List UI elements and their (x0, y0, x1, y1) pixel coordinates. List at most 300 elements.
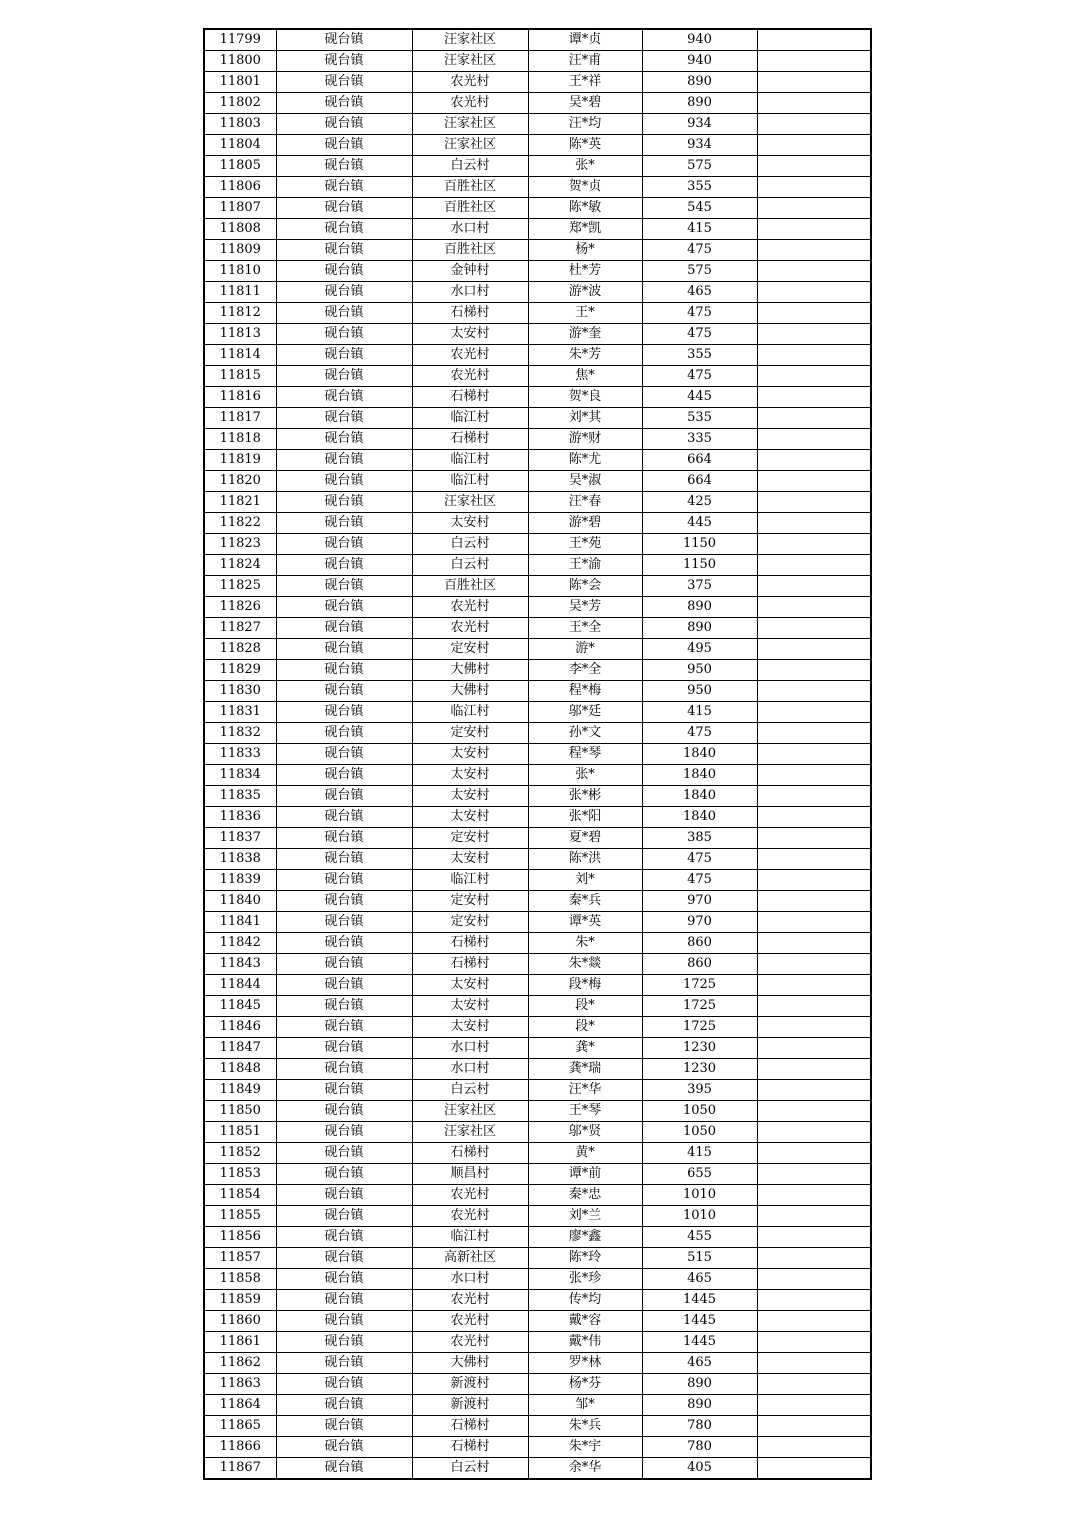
village-cell: 百胜社区 (412, 576, 528, 597)
serial-cell: 11841 (204, 912, 276, 933)
note-cell (757, 198, 871, 219)
table-row (204, 681, 871, 702)
town-cell: 砚台镇 (276, 996, 412, 1017)
town-cell: 砚台镇 (276, 849, 412, 870)
note-cell (757, 177, 871, 198)
table-row (204, 114, 871, 135)
town-cell: 砚台镇 (276, 1374, 412, 1395)
town-cell: 砚台镇 (276, 72, 412, 93)
serial-cell: 11804 (204, 135, 276, 156)
village-cell: 大佛村 (412, 660, 528, 681)
amount-cell: 1840 (642, 786, 757, 807)
name-cell: 谭*前 (528, 1164, 642, 1185)
village-cell: 太安村 (412, 765, 528, 786)
village-cell: 临江村 (412, 870, 528, 891)
note-cell (757, 29, 871, 51)
name-cell: 陈*会 (528, 576, 642, 597)
note-cell (757, 450, 871, 471)
table-row (204, 492, 871, 513)
amount-cell: 445 (642, 513, 757, 534)
name-cell: 王*琴 (528, 1101, 642, 1122)
table-row (204, 51, 871, 72)
name-cell: 邬*廷 (528, 702, 642, 723)
table-row (204, 1416, 871, 1437)
name-cell: 朱*兵 (528, 1416, 642, 1437)
serial-cell: 11802 (204, 93, 276, 114)
town-cell: 砚台镇 (276, 1311, 412, 1332)
village-cell: 汪家社区 (412, 135, 528, 156)
serial-cell: 11813 (204, 324, 276, 345)
note-cell (757, 660, 871, 681)
serial-cell: 11805 (204, 156, 276, 177)
amount-cell: 1230 (642, 1038, 757, 1059)
serial-cell: 11851 (204, 1122, 276, 1143)
table-row (204, 1248, 871, 1269)
village-cell: 汪家社区 (412, 114, 528, 135)
village-cell: 石梯村 (412, 1437, 528, 1458)
village-cell: 临江村 (412, 471, 528, 492)
village-cell: 汪家社区 (412, 1101, 528, 1122)
village-cell: 太安村 (412, 744, 528, 765)
amount-cell: 445 (642, 387, 757, 408)
note-cell (757, 72, 871, 93)
table-row (204, 1374, 871, 1395)
village-cell: 百胜社区 (412, 240, 528, 261)
table-row (204, 1269, 871, 1290)
village-cell: 白云村 (412, 156, 528, 177)
town-cell: 砚台镇 (276, 933, 412, 954)
table-row (204, 513, 871, 534)
table-row (204, 870, 871, 891)
note-cell (757, 1353, 871, 1374)
serial-cell: 11822 (204, 513, 276, 534)
town-cell: 砚台镇 (276, 744, 412, 765)
name-cell: 杜*芳 (528, 261, 642, 282)
name-cell: 汪*甫 (528, 51, 642, 72)
name-cell: 贺*良 (528, 387, 642, 408)
note-cell (757, 51, 871, 72)
village-cell: 石梯村 (412, 1143, 528, 1164)
amount-cell: 890 (642, 597, 757, 618)
serial-cell: 11848 (204, 1059, 276, 1080)
name-cell: 刘*其 (528, 408, 642, 429)
amount-cell: 1840 (642, 765, 757, 786)
note-cell (757, 723, 871, 744)
village-cell: 顺昌村 (412, 1164, 528, 1185)
note-cell (757, 1080, 871, 1101)
town-cell: 砚台镇 (276, 240, 412, 261)
town-cell: 砚台镇 (276, 135, 412, 156)
serial-cell: 11826 (204, 597, 276, 618)
note-cell (757, 576, 871, 597)
serial-cell: 11815 (204, 366, 276, 387)
name-cell: 汪*春 (528, 492, 642, 513)
village-cell: 农光村 (412, 1311, 528, 1332)
name-cell: 刘*兰 (528, 1206, 642, 1227)
table-row (204, 1059, 871, 1080)
town-cell: 砚台镇 (276, 975, 412, 996)
table-row (204, 996, 871, 1017)
note-cell (757, 555, 871, 576)
town-cell: 砚台镇 (276, 534, 412, 555)
amount-cell: 545 (642, 198, 757, 219)
amount-cell: 1050 (642, 1101, 757, 1122)
serial-cell: 11834 (204, 765, 276, 786)
note-cell (757, 1332, 871, 1353)
village-cell: 汪家社区 (412, 29, 528, 51)
name-cell: 段* (528, 996, 642, 1017)
amount-cell: 465 (642, 1269, 757, 1290)
village-cell: 太安村 (412, 849, 528, 870)
name-cell: 张*彬 (528, 786, 642, 807)
town-cell: 砚台镇 (276, 156, 412, 177)
note-cell (757, 1227, 871, 1248)
table-row (204, 29, 871, 51)
village-cell: 临江村 (412, 408, 528, 429)
amount-cell: 1230 (642, 1059, 757, 1080)
name-cell: 传*均 (528, 1290, 642, 1311)
town-cell: 砚台镇 (276, 324, 412, 345)
table-row (204, 303, 871, 324)
amount-cell: 465 (642, 1353, 757, 1374)
town-cell: 砚台镇 (276, 1017, 412, 1038)
amount-cell: 475 (642, 303, 757, 324)
table-row (204, 1206, 871, 1227)
note-cell (757, 744, 871, 765)
name-cell: 孙*文 (528, 723, 642, 744)
table-row (204, 660, 871, 681)
village-cell: 水口村 (412, 1038, 528, 1059)
amount-cell: 780 (642, 1437, 757, 1458)
name-cell: 贺*贞 (528, 177, 642, 198)
amount-cell: 495 (642, 639, 757, 660)
village-cell: 定安村 (412, 639, 528, 660)
table-row (204, 1437, 871, 1458)
name-cell: 王*祥 (528, 72, 642, 93)
table-row (204, 1395, 871, 1416)
serial-cell: 11827 (204, 618, 276, 639)
town-cell: 砚台镇 (276, 93, 412, 114)
table-row (204, 597, 871, 618)
amount-cell: 1725 (642, 975, 757, 996)
table-row (204, 786, 871, 807)
village-cell: 汪家社区 (412, 492, 528, 513)
village-cell: 农光村 (412, 1332, 528, 1353)
town-cell: 砚台镇 (276, 870, 412, 891)
town-cell: 砚台镇 (276, 303, 412, 324)
town-cell: 砚台镇 (276, 702, 412, 723)
serial-cell: 11817 (204, 408, 276, 429)
village-cell: 新渡村 (412, 1374, 528, 1395)
village-cell: 农光村 (412, 1290, 528, 1311)
serial-cell: 11846 (204, 1017, 276, 1038)
table-row (204, 933, 871, 954)
serial-cell: 11810 (204, 261, 276, 282)
village-cell: 汪家社区 (412, 1122, 528, 1143)
serial-cell: 11857 (204, 1248, 276, 1269)
table-row (204, 450, 871, 471)
amount-cell: 465 (642, 282, 757, 303)
serial-cell: 11811 (204, 282, 276, 303)
village-cell: 百胜社区 (412, 177, 528, 198)
amount-cell: 375 (642, 576, 757, 597)
town-cell: 砚台镇 (276, 408, 412, 429)
table-row (204, 240, 871, 261)
serial-cell: 11824 (204, 555, 276, 576)
village-cell: 汪家社区 (412, 51, 528, 72)
serial-cell: 11859 (204, 1290, 276, 1311)
amount-cell: 415 (642, 219, 757, 240)
note-cell (757, 807, 871, 828)
note-cell (757, 996, 871, 1017)
table-row (204, 324, 871, 345)
village-cell: 石梯村 (412, 933, 528, 954)
amount-cell: 970 (642, 912, 757, 933)
village-cell: 大佛村 (412, 1353, 528, 1374)
name-cell: 李*全 (528, 660, 642, 681)
town-cell: 砚台镇 (276, 177, 412, 198)
village-cell: 定安村 (412, 723, 528, 744)
name-cell: 黄* (528, 1143, 642, 1164)
table-row (204, 891, 871, 912)
note-cell (757, 408, 871, 429)
serial-cell: 11799 (204, 29, 276, 51)
table-row (204, 534, 871, 555)
town-cell: 砚台镇 (276, 1248, 412, 1269)
serial-cell: 11832 (204, 723, 276, 744)
village-cell: 石梯村 (412, 1416, 528, 1437)
note-cell (757, 135, 871, 156)
serial-cell: 11825 (204, 576, 276, 597)
table-row (204, 156, 871, 177)
amount-cell: 575 (642, 156, 757, 177)
amount-cell: 890 (642, 72, 757, 93)
serial-cell: 11803 (204, 114, 276, 135)
village-cell: 农光村 (412, 93, 528, 114)
serial-cell: 11850 (204, 1101, 276, 1122)
name-cell: 王*苑 (528, 534, 642, 555)
name-cell: 游*碧 (528, 513, 642, 534)
serial-cell: 11806 (204, 177, 276, 198)
name-cell: 廖*鑫 (528, 1227, 642, 1248)
name-cell: 汪*华 (528, 1080, 642, 1101)
amount-cell: 780 (642, 1416, 757, 1437)
town-cell: 砚台镇 (276, 450, 412, 471)
serial-cell: 11838 (204, 849, 276, 870)
table-row (204, 639, 871, 660)
table-row (204, 912, 871, 933)
note-cell (757, 639, 871, 660)
amount-cell: 415 (642, 1143, 757, 1164)
name-cell: 王*全 (528, 618, 642, 639)
name-cell: 杨* (528, 240, 642, 261)
village-cell: 白云村 (412, 1458, 528, 1480)
name-cell: 程*梅 (528, 681, 642, 702)
amount-cell: 425 (642, 492, 757, 513)
serial-cell: 11809 (204, 240, 276, 261)
serial-cell: 11807 (204, 198, 276, 219)
village-cell: 石梯村 (412, 429, 528, 450)
village-cell: 定安村 (412, 891, 528, 912)
table-row (204, 1038, 871, 1059)
serial-cell: 11860 (204, 1311, 276, 1332)
town-cell: 砚台镇 (276, 1395, 412, 1416)
serial-cell: 11800 (204, 51, 276, 72)
table-row (204, 828, 871, 849)
town-cell: 砚台镇 (276, 765, 412, 786)
town-cell: 砚台镇 (276, 1227, 412, 1248)
town-cell: 砚台镇 (276, 1059, 412, 1080)
amount-cell: 455 (642, 1227, 757, 1248)
serial-cell: 11820 (204, 471, 276, 492)
town-cell: 砚台镇 (276, 639, 412, 660)
name-cell: 谭*英 (528, 912, 642, 933)
town-cell: 砚台镇 (276, 660, 412, 681)
village-cell: 白云村 (412, 1080, 528, 1101)
village-cell: 白云村 (412, 534, 528, 555)
serial-cell: 11842 (204, 933, 276, 954)
table-row (204, 1101, 871, 1122)
serial-cell: 11821 (204, 492, 276, 513)
note-cell (757, 597, 871, 618)
town-cell: 砚台镇 (276, 681, 412, 702)
note-cell (757, 1395, 871, 1416)
note-cell (757, 1458, 871, 1480)
town-cell: 砚台镇 (276, 261, 412, 282)
name-cell: 龚* (528, 1038, 642, 1059)
note-cell (757, 261, 871, 282)
name-cell: 张*珍 (528, 1269, 642, 1290)
serial-cell: 11843 (204, 954, 276, 975)
name-cell: 秦*兵 (528, 891, 642, 912)
town-cell: 砚台镇 (276, 1185, 412, 1206)
village-cell: 白云村 (412, 555, 528, 576)
note-cell (757, 1038, 871, 1059)
note-cell (757, 1248, 871, 1269)
table-row (204, 849, 871, 870)
note-cell (757, 702, 871, 723)
serial-cell: 11847 (204, 1038, 276, 1059)
table-body (204, 29, 871, 1479)
amount-cell: 1150 (642, 555, 757, 576)
table-row (204, 1227, 871, 1248)
table-row (204, 471, 871, 492)
name-cell: 陈*洪 (528, 849, 642, 870)
note-cell (757, 1122, 871, 1143)
name-cell: 王*渝 (528, 555, 642, 576)
serial-cell: 11849 (204, 1080, 276, 1101)
table-row (204, 618, 871, 639)
village-cell: 农光村 (412, 1185, 528, 1206)
note-cell (757, 933, 871, 954)
village-cell: 太安村 (412, 513, 528, 534)
serial-cell: 11858 (204, 1269, 276, 1290)
town-cell: 砚台镇 (276, 1416, 412, 1437)
table-row (204, 1080, 871, 1101)
name-cell: 陈*敏 (528, 198, 642, 219)
serial-cell: 11840 (204, 891, 276, 912)
name-cell: 吴*碧 (528, 93, 642, 114)
note-cell (757, 828, 871, 849)
amount-cell: 355 (642, 345, 757, 366)
note-cell (757, 912, 871, 933)
note-cell (757, 681, 871, 702)
name-cell: 吴*芳 (528, 597, 642, 618)
serial-cell: 11854 (204, 1185, 276, 1206)
name-cell: 游*财 (528, 429, 642, 450)
amount-cell: 655 (642, 1164, 757, 1185)
serial-cell: 11853 (204, 1164, 276, 1185)
serial-cell: 11852 (204, 1143, 276, 1164)
town-cell: 砚台镇 (276, 723, 412, 744)
note-cell (757, 93, 871, 114)
amount-cell: 1010 (642, 1206, 757, 1227)
village-cell: 高新社区 (412, 1248, 528, 1269)
serial-cell: 11865 (204, 1416, 276, 1437)
name-cell: 朱*芳 (528, 345, 642, 366)
amount-cell: 535 (642, 408, 757, 429)
serial-cell: 11812 (204, 303, 276, 324)
serial-cell: 11814 (204, 345, 276, 366)
amount-cell: 664 (642, 471, 757, 492)
amount-cell: 395 (642, 1080, 757, 1101)
table-row (204, 576, 871, 597)
town-cell: 砚台镇 (276, 1353, 412, 1374)
amount-cell: 890 (642, 1395, 757, 1416)
name-cell: 朱*燚 (528, 954, 642, 975)
town-cell: 砚台镇 (276, 219, 412, 240)
town-cell: 砚台镇 (276, 1458, 412, 1480)
serial-cell: 11855 (204, 1206, 276, 1227)
name-cell: 游*波 (528, 282, 642, 303)
name-cell: 朱* (528, 933, 642, 954)
serial-cell: 11863 (204, 1374, 276, 1395)
village-cell: 农光村 (412, 72, 528, 93)
name-cell: 龚*瑞 (528, 1059, 642, 1080)
village-cell: 太安村 (412, 807, 528, 828)
amount-cell: 575 (642, 261, 757, 282)
name-cell: 谭*贞 (528, 29, 642, 51)
name-cell: 秦*忠 (528, 1185, 642, 1206)
town-cell: 砚台镇 (276, 429, 412, 450)
note-cell (757, 345, 871, 366)
amount-cell: 860 (642, 933, 757, 954)
village-cell: 临江村 (412, 450, 528, 471)
note-cell (757, 1374, 871, 1395)
serial-cell: 11862 (204, 1353, 276, 1374)
town-cell: 砚台镇 (276, 555, 412, 576)
serial-cell: 11836 (204, 807, 276, 828)
amount-cell: 385 (642, 828, 757, 849)
name-cell: 邬*贤 (528, 1122, 642, 1143)
serial-cell: 11867 (204, 1458, 276, 1480)
village-cell: 石梯村 (412, 387, 528, 408)
table-row (204, 1143, 871, 1164)
data-table (203, 28, 872, 1480)
table-row (204, 975, 871, 996)
village-cell: 临江村 (412, 702, 528, 723)
amount-cell: 1725 (642, 1017, 757, 1038)
name-cell: 程*琴 (528, 744, 642, 765)
town-cell: 砚台镇 (276, 1038, 412, 1059)
name-cell: 刘* (528, 870, 642, 891)
name-cell: 吴*淑 (528, 471, 642, 492)
town-cell: 砚台镇 (276, 366, 412, 387)
amount-cell: 515 (642, 1248, 757, 1269)
village-cell: 农光村 (412, 345, 528, 366)
table-row (204, 261, 871, 282)
table-row (204, 135, 871, 156)
